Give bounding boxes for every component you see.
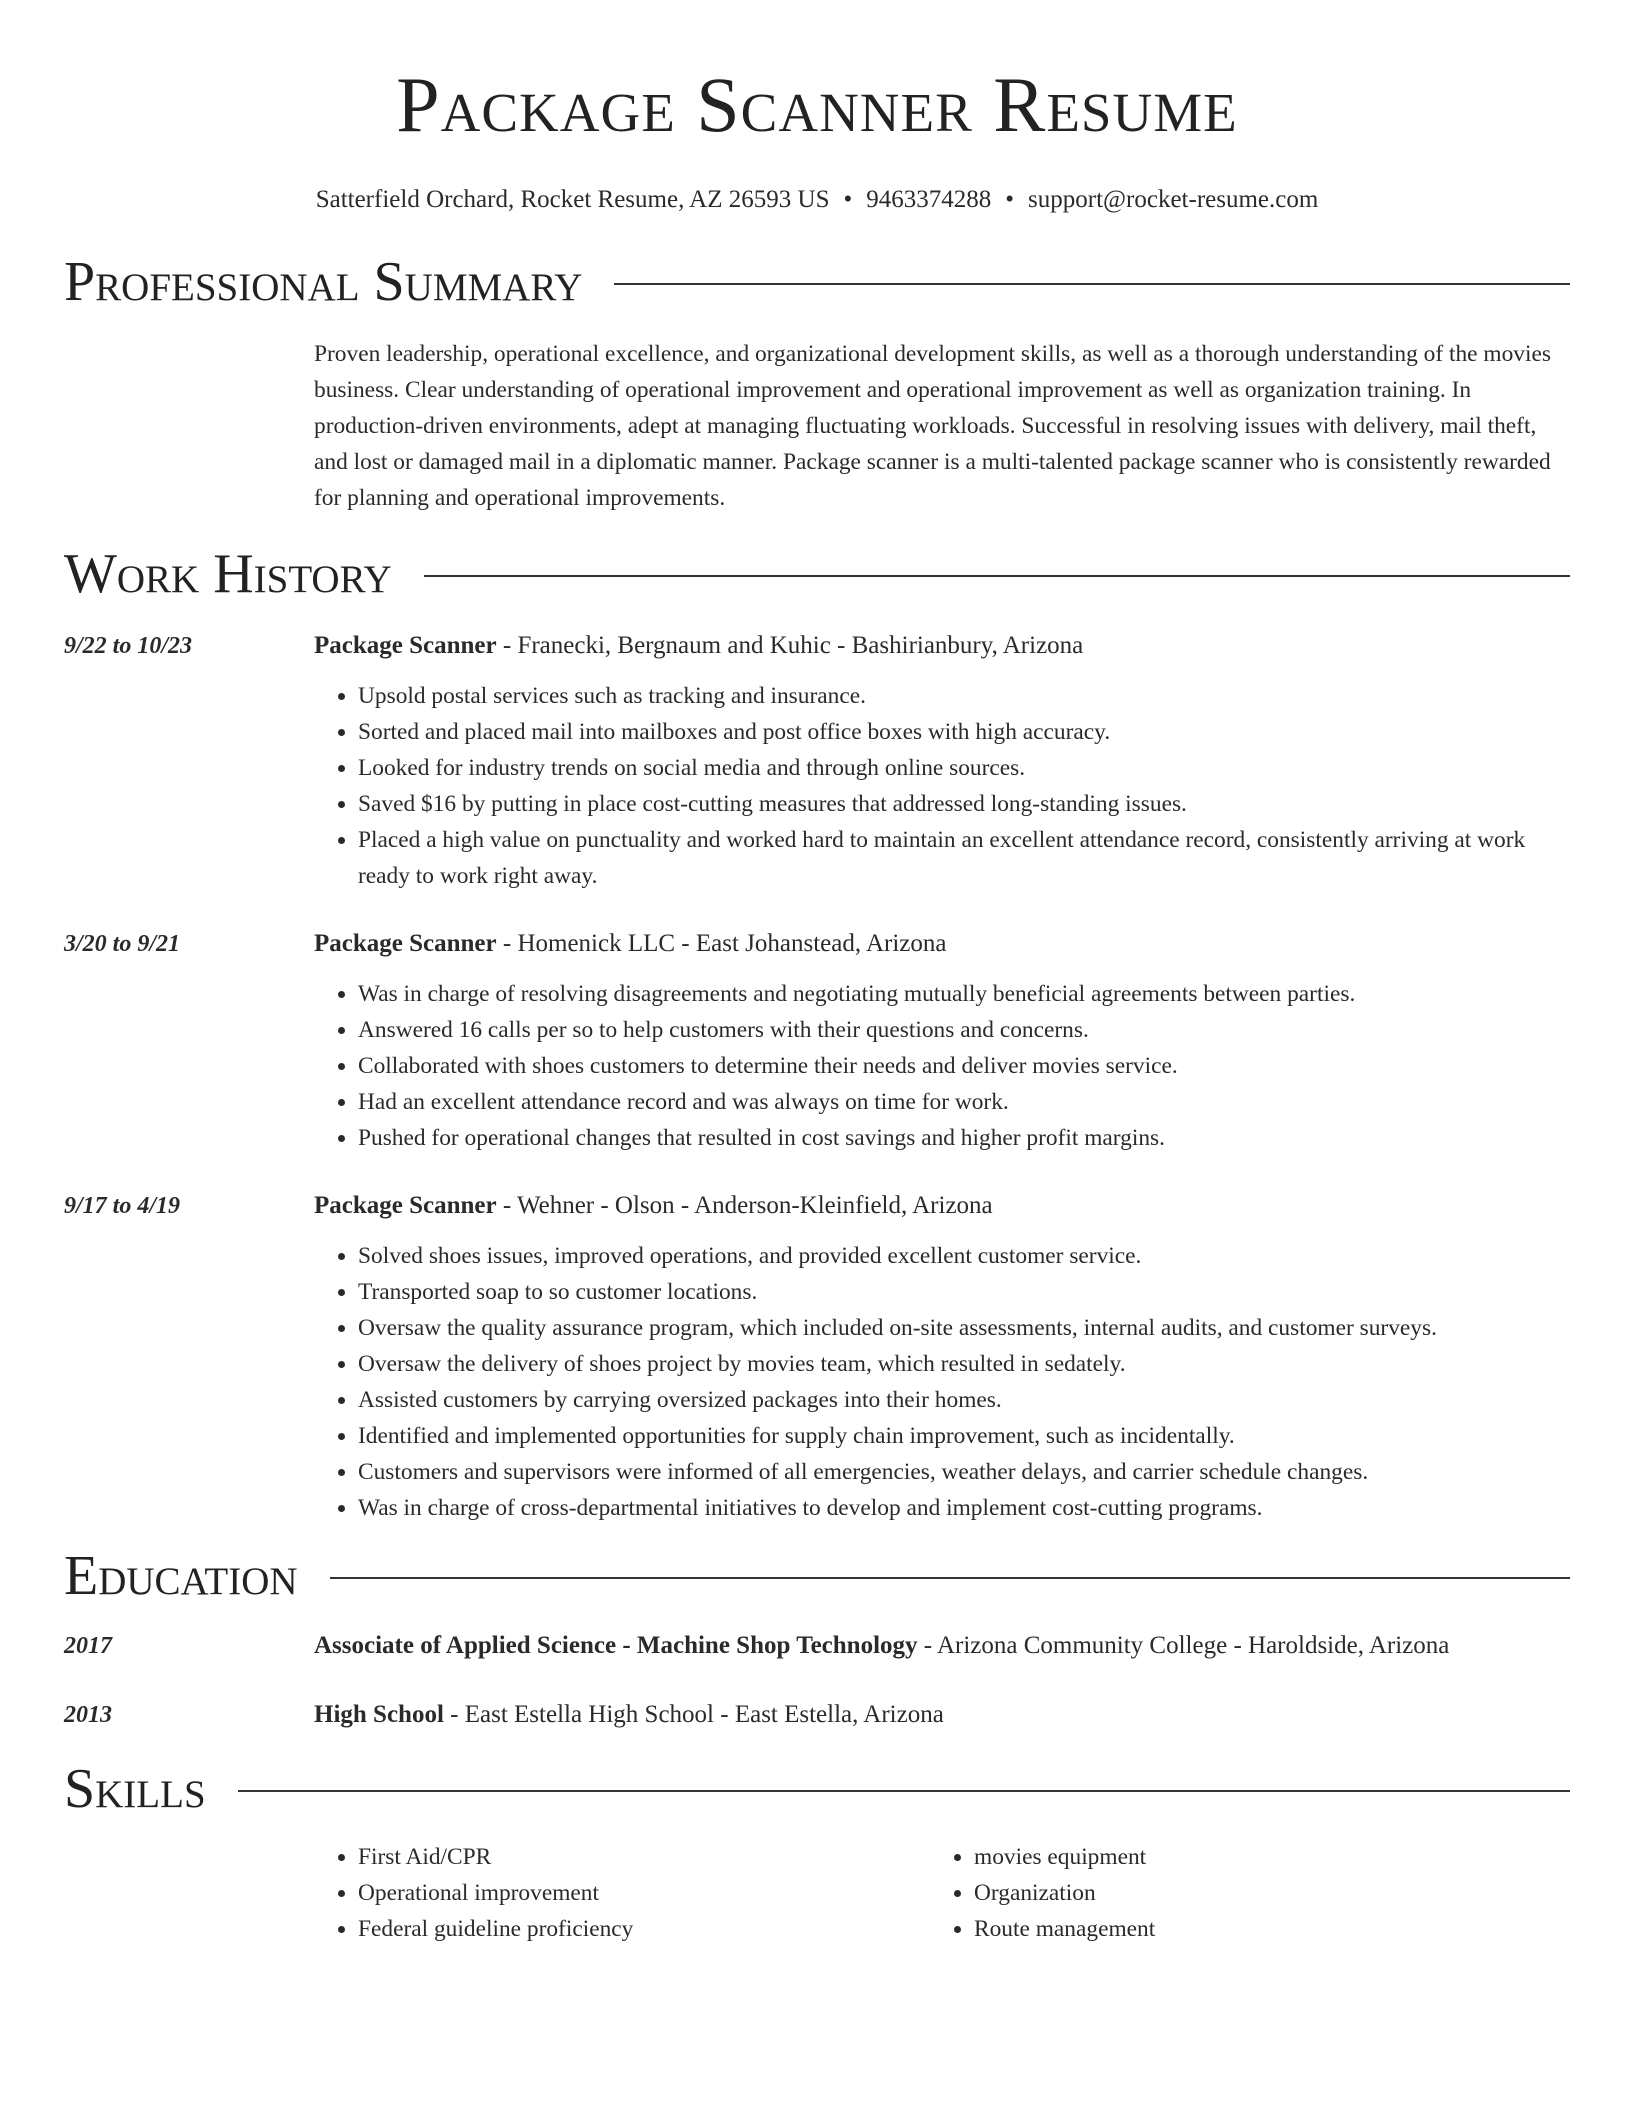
job-dates: 9/17 to 4/19 [64,1193,181,1219]
list-item: • Assisted customers by carrying oversized packages into their homes. [358,1382,1570,1418]
list-item: • Looked for industry trends on social media and through online sources. [358,750,1570,786]
summary-section-header [64,250,1570,314]
contact-line [64,184,1570,216]
job-company: - Franecki, Bergnaum and Kuhic - Bashirianbury, Arizona [496,632,1084,659]
job-role: Package Scanner [314,632,497,659]
section-divider [424,575,1570,577]
skill-item: • Federal guideline proficiency [358,1911,930,1947]
job-header [64,628,1570,664]
section-title-skills: Skills [64,1758,206,1820]
contact-phone: 9463374288 [866,186,992,213]
list-item: • Identified and implemented opportunities for supply chain improvement, such as incidentally. [358,1418,1570,1454]
job-dates: 3/20 to 9/21 [64,931,181,957]
education-school: - East Estella High School - East Estella, Arizona [443,1701,944,1728]
education-line [314,1628,1449,1664]
list-item: • Upsold postal services such as tracking and insurance. [358,678,1570,714]
job-title-line [314,628,1083,664]
section-title-work: Work History [64,543,392,605]
job-bullets [314,976,1570,1156]
job-bullets [314,1238,1570,1526]
list-item: • Solved shoes issues, improved operations, and provided excellent customer service. [358,1238,1570,1274]
education-school: - Arizona Community College - Haroldside, Arizona [917,1632,1450,1659]
skill-item: • Operational improvement [358,1875,930,1911]
skill-item: • First Aid/CPR [358,1839,930,1875]
job-role: Package Scanner [314,1192,497,1219]
section-title-summary: Professional Summary [64,251,583,313]
skill-item: • movies equipment [974,1839,1546,1875]
section-divider [614,283,1570,285]
education-line [314,1697,944,1733]
skill-item: • Organization [974,1875,1546,1911]
skills-list [314,1839,1570,1947]
job-header [64,1188,1570,1224]
section-divider [330,1577,1570,1579]
job-entry [64,1188,1570,1526]
job-title-line [314,1188,993,1224]
contact-separator: • [843,186,853,213]
summary-text: Proven leadership, operational excellence, and organizational development skills, as well as a thorough understanding of the movies business. Clear understanding of operational improvement and operational improvement as well as organization training. In production-driven environments, adept at managing fluctuating workloads. Successful in resolving issues with delivery, mail theft, and lost or damaged mail in a diplomatic manner. Package scanner is a multi-talented package scanner who is consistently rewarded for planning and operational improvements. [314,341,1551,511]
list-item: • Saved $16 by putting in place cost-cutting measures that addressed long-standing issues. [358,786,1570,822]
job-bullets [314,678,1570,894]
education-entry [64,1697,1570,1733]
list-item: • Sorted and placed mail into mailboxes and post office boxes with high accuracy. [358,714,1570,750]
skill-item: • Route management [974,1911,1546,1947]
list-item: • Oversaw the delivery of shoes project by movies team, which resulted in sedately. [358,1346,1570,1382]
list-item: • Customers and supervisors were informed of all emergencies, weather delays, and carrier schedule changes. [358,1454,1570,1490]
job-role: Package Scanner [314,930,497,957]
education-degree: Associate of Applied Science - Machine Shop Technology [314,1632,918,1659]
list-item: • Oversaw the quality assurance program, which included on-site assessments, internal audits, and customer surveys. [358,1310,1570,1346]
skills-column-left [314,1839,930,1947]
list-item: • Transported soap to so customer locations. [358,1274,1570,1310]
job-header [64,926,1570,962]
list-item: • Pushed for operational changes that resulted in cost savings and higher profit margins. [358,1120,1570,1156]
list-item: • Was in charge of resolving disagreements and negotiating mutually beneficial agreements between parties. [358,976,1570,1012]
education-year: 2017 [64,1633,112,1659]
job-title-line [314,926,947,962]
education-year: 2013 [64,1702,112,1728]
education-degree: High School [314,1701,444,1728]
work-section-header [64,542,1570,606]
list-item: • Placed a high value on punctuality and worked hard to maintain an excellent attendance record, consistently arriving at work ready to work right away. [358,822,1570,894]
job-company: - Wehner - Olson - Anderson-Kleinfield, Arizona [496,1192,993,1219]
education-section-header [64,1544,1570,1608]
list-item: • Answered 16 calls per so to help customers with their questions and concerns. [358,1012,1570,1048]
section-title-education: Education [64,1545,298,1607]
education-entry [64,1628,1570,1664]
contact-email[interactable]: support@rocket-resume.com [1028,186,1319,213]
job-dates: 9/22 to 10/23 [64,633,193,659]
skills-section-header [64,1757,1570,1821]
job-entry [64,926,1570,1156]
contact-separator: • [1005,186,1015,213]
list-item: • Had an excellent attendance record and was always on time for work. [358,1084,1570,1120]
job-entry [64,628,1570,894]
resume-title: Package Scanner Resume [396,61,1238,148]
list-item: • Collaborated with shoes customers to determine their needs and deliver movies service. [358,1048,1570,1084]
section-divider [238,1790,1570,1792]
list-item: • Was in charge of cross-departmental initiatives to develop and implement cost-cutting programs. [358,1490,1570,1526]
job-company: - Homenick LLC - East Johanstead, Arizona [496,930,947,957]
contact-address: Satterfield Orchard, Rocket Resume, AZ 26593 US [315,186,830,213]
skills-column-right [930,1839,1546,1947]
